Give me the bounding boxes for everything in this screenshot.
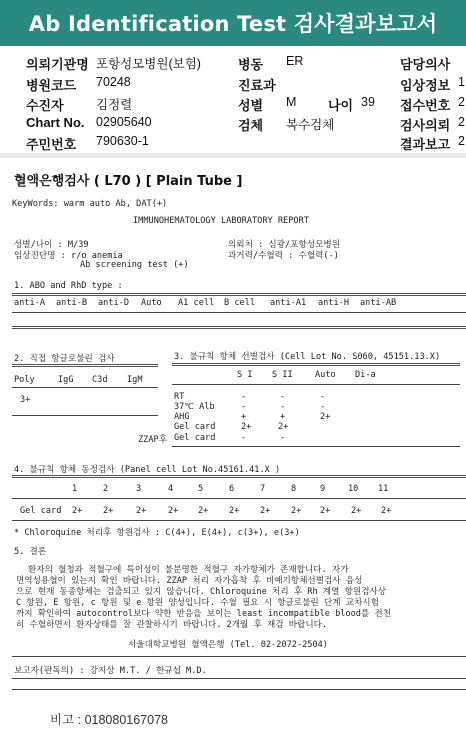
abo-header-a1-cell: A1 cell (178, 298, 215, 308)
screen-row-gel-s1: 2+ (241, 422, 252, 432)
sex-value: M (286, 95, 297, 109)
history-line: 과거력/수혈력 : 수혈력(-) (228, 251, 339, 261)
screen-section-title: 3. 불규칙 항체 선별검사 (Cell Lot No. S060, 45151.13.X) (174, 352, 441, 362)
screen-row-zzap-gel-s1: - (241, 433, 247, 443)
conclusion-line-3: 으로 현재 동종항체는 검출되고 있지 않습니다. Chloroquine 처리 후 Rh 계열 항원검사상 (16, 587, 387, 597)
sex-label: 성별 (238, 98, 264, 113)
panel-cell-6: 6 (229, 484, 235, 494)
screen-row-rt-s2: - (280, 392, 286, 402)
abo-section-title: 1. ABO and RhD type : (14, 281, 123, 291)
clinical-info-value: 1 (458, 75, 465, 89)
dat-bottom-rule (12, 415, 158, 416)
dat-header-igg: IgG (58, 375, 74, 385)
report-banner (0, 0, 466, 46)
panel-cell-1: 1 (72, 484, 78, 494)
panel-cell-3: 3 (136, 484, 142, 494)
panel-cell-8: 8 (291, 484, 297, 494)
abo-header-anti-a1: anti-A1 (270, 298, 307, 308)
screen-row-zzap-gel-label: Gel card (174, 433, 216, 443)
age-label: 나이 (328, 98, 354, 113)
screen-row-zzap-gel-s2: - (280, 433, 286, 443)
dat-poly-value: 3+ (20, 395, 31, 405)
panel-section-title: 4. 불규칙 항체 동정검사 (Panel cell Lot No.45161.41.X ) (14, 465, 281, 475)
screen-header-s1: S I (237, 370, 253, 380)
chloroquine-note: * Chloroquine 처리후 항원검사 : C(4+), E(4+), c(3+), e(3+) (14, 528, 300, 538)
lab-footer: 서울대학교병원 혈액은행 (Tel. 02-2072-2504) (128, 640, 328, 650)
footer-rule-2 (12, 678, 466, 679)
panel-row-label: Gel card (20, 506, 62, 516)
screen-row-ahg-s2: + (280, 412, 286, 422)
screen-row-rt-s1: - (241, 392, 247, 402)
screen-row-alb-s2: - (280, 402, 286, 412)
remark-line: 비고 : 018080167078 (50, 713, 168, 727)
panel-cell-9: 9 (320, 484, 326, 494)
department-label: 진료과 (238, 78, 276, 93)
dat-header-igm: IgM (127, 375, 143, 385)
screen-row-rule (172, 384, 460, 385)
chart-number-label: Chart No. (26, 115, 85, 130)
dat-header-rule (12, 364, 158, 367)
screen-header-auto: Auto (315, 370, 336, 380)
lab-report-title: IMMUNOHEMATOLOGY LABORATORY REPORT (133, 216, 309, 226)
screen-header-di-a: Di-a (355, 370, 376, 380)
screen-bottom-rule (172, 446, 460, 447)
conclusion-line-4: C 항원, E 항원, c 항원 및 e 항원 양성입니다. 수혈 필요 시 항글로불린 단계 교차시험 (16, 598, 379, 608)
dat-header-c3d: C3d (92, 375, 108, 385)
panel-cell-11: 11 (378, 484, 389, 494)
resident-number-value: 790630-1 (96, 134, 149, 148)
panel-result-8: 2+ (291, 506, 302, 516)
dat-row-rule (12, 387, 158, 388)
panel-result-2: 2+ (103, 506, 114, 516)
screen-row-gel-s2: 2+ (278, 422, 289, 432)
abo-header-rule (12, 293, 466, 296)
dat-header-poly: Poly (14, 375, 35, 385)
doctor-label: 담당의사 (400, 57, 451, 72)
patient-info-header (0, 48, 466, 152)
panel-result-3: 2+ (136, 506, 147, 516)
request-date-value: 2 (458, 115, 465, 129)
report-date-label: 결과보고 (400, 137, 451, 152)
abo-header-anti-ab: anti-AB (360, 298, 397, 308)
age-value: 39 (361, 95, 375, 109)
screen-header-s2: S II (272, 370, 293, 380)
panel-cell-2: 2 (103, 484, 109, 494)
conclusion-line-1: 환자의 혈청과 적혈구에 특이성이 불분명한 적혈구 자가항체가 존재합니다. 자가 (28, 565, 349, 575)
screen-row-alb-label: 37℃ Alb (174, 402, 215, 412)
patient-name-value: 김정렬 (96, 98, 133, 112)
patient-name-label: 수진자 (26, 98, 64, 113)
zzap-label: ZZAP후 (138, 435, 167, 445)
abo-bottom-rule (12, 326, 466, 329)
test-title: 혈액은행검사 ( L70 ) [ Plain Tube ] (14, 174, 243, 189)
clinical-info-label: 임상정보 (400, 78, 451, 93)
requested-test-line: Ab screening test (+) (80, 260, 189, 270)
panel-header-rule (12, 475, 466, 478)
abo-header-anti-d: anti-D (98, 298, 130, 308)
footer-rule-3 (12, 689, 466, 690)
specimen-value: 복수검체 (286, 118, 335, 132)
panel-cell-7: 7 (260, 484, 266, 494)
abo-header-anti-b: anti-B (56, 298, 88, 308)
screen-row-ahg-label: AHG (174, 412, 190, 422)
screen-row-alb-auto: - (320, 402, 326, 412)
hospital-code-value: 70248 (96, 75, 131, 89)
ward-label: 병동 (238, 57, 264, 72)
requester-line: 의뢰처 : 심광/포항성모병원 (228, 240, 341, 250)
chart-number-value: 02905640 (96, 115, 152, 129)
abo-header-auto: Auto (141, 298, 162, 308)
section-divider (0, 153, 466, 158)
screen-row-rt-label: RT (174, 392, 185, 402)
report-title: Ab Identification Test 검사결과보고서 (28, 12, 438, 36)
panel-result-9: 2+ (320, 506, 331, 516)
panel-row-rule (12, 498, 466, 499)
screen-row-rt-auto: - (320, 392, 326, 402)
panel-result-10: 2+ (351, 506, 362, 516)
abo-header-b-cell: B cell (224, 298, 256, 308)
accession-value: 2 (458, 95, 465, 109)
request-date-label: 검사의뢰 (400, 118, 451, 133)
screen-row-alb-s1: - (241, 402, 247, 412)
panel-result-5: 2+ (198, 506, 209, 516)
conclusion-title: 5. 결론 (14, 547, 47, 557)
abo-header-anti-h: anti-H (318, 298, 350, 308)
keywords: KeyWords: warm auto Ab, DAT(+) (12, 199, 168, 209)
panel-result-4: 2+ (168, 506, 179, 516)
panel-cell-10: 10 (348, 484, 359, 494)
screen-row-gel-label: Gel card (174, 422, 216, 432)
conclusion-line-5: 까지 확인하여 autocontrol보다 약한 반응을 보이는 least incompatible blood를 전천 (16, 609, 392, 619)
resident-number-label: 주민번호 (26, 137, 77, 152)
report-date-value: 2 (458, 134, 465, 148)
scanned-report (0, 160, 466, 745)
hospital-name-value: 포항성모병원(보험) (96, 57, 201, 71)
hospital-name-label: 의뢰기관명 (26, 57, 89, 72)
panel-bottom-rule (12, 520, 466, 521)
ward-value: ER (286, 54, 304, 68)
sex-age-line: 성별/나이 : M/39 (14, 240, 89, 250)
panel-result-11: 2+ (381, 506, 392, 516)
abo-row-rule (12, 312, 466, 313)
accession-label: 접수번호 (400, 98, 451, 113)
screen-row-ahg-s1: + (241, 412, 247, 422)
reporter-line: 보고자(판독의) : 강지상 M.T. / 한규섭 M.D. (14, 666, 207, 676)
conclusion-line-6: 히 수혈하면서 환자상태를 잘 관찰하시기 바랍니다. 2개월 후 재검 바랍니다. (16, 620, 328, 630)
diagnosis-line: 임상진단명 : r/o anemia (14, 251, 123, 261)
footer-rule-1 (12, 656, 466, 657)
abo-header-anti-a: anti-A (14, 298, 46, 308)
panel-cell-5: 5 (198, 484, 204, 494)
panel-result-6: 2+ (229, 506, 240, 516)
screen-header-rule (172, 363, 460, 366)
specimen-label: 검체 (238, 118, 264, 133)
panel-result-1: 2+ (72, 506, 83, 516)
conclusion-line-2: 면역성용혈이 있는지 확인 바랍니다. ZZAP 처리 자가흡착 후 비예기항체선별검사 음성 (16, 576, 363, 586)
panel-cell-4: 4 (168, 484, 174, 494)
screen-row-ahg-auto: 2+ (320, 412, 331, 422)
panel-result-7: 2+ (260, 506, 271, 516)
hospital-code-label: 병원코드 (26, 78, 77, 93)
dat-section-title: 2. 직접 항글로불린 검사 (14, 354, 115, 364)
